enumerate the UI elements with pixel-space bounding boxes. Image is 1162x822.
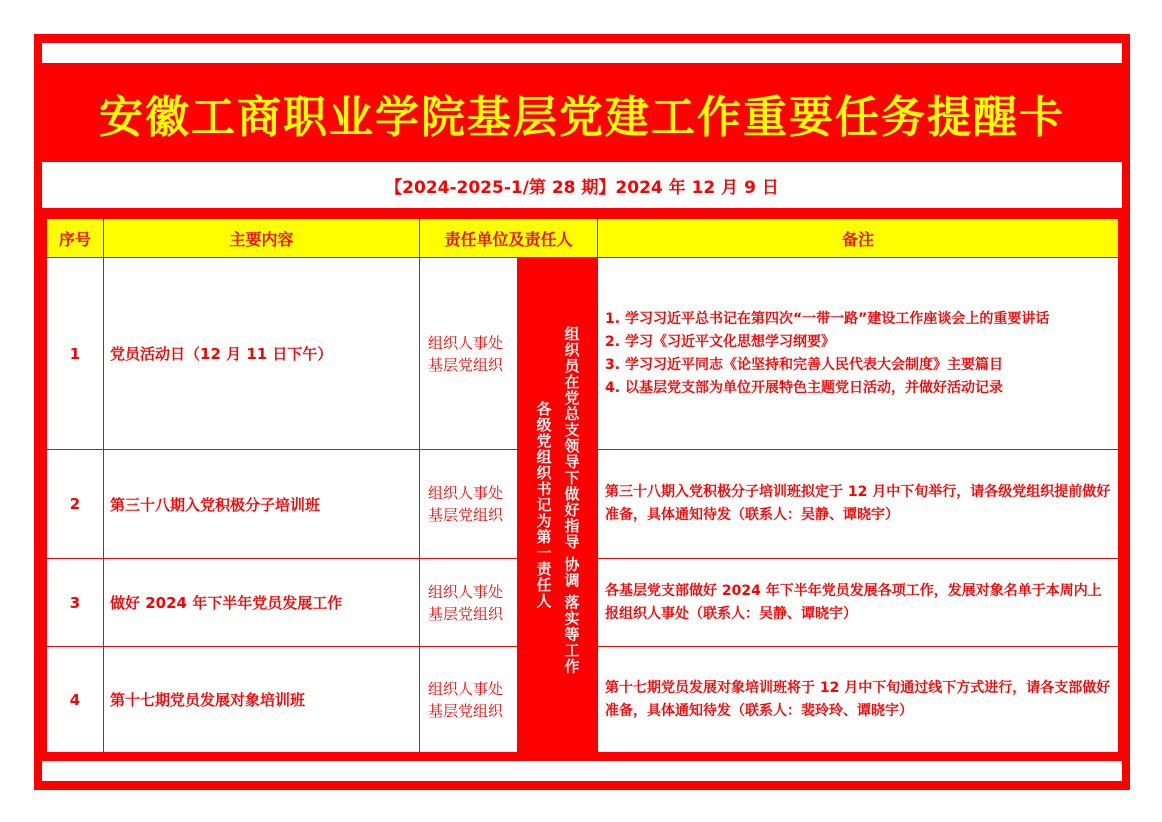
note-line: 各基层党支部做好 2024 年下半年党员发展各项工作，发展对象名单于本周内上报组织人事处（联系人：吴静、谭晓宇） xyxy=(605,582,1102,622)
row-content: 党员活动日（12 月 11 日下午） xyxy=(104,258,420,450)
unit-line: 基层党组织 xyxy=(428,355,504,374)
header-notes: 备注 xyxy=(598,219,1119,258)
note-line: 3. 学习习近平同志《论坚持和完善人民代表大会制度》主要篇目 xyxy=(605,356,1003,373)
row-content: 第十七期党员发展对象培训班 xyxy=(104,647,420,753)
member-responsibility-text: 组织员在党总支领导下做好指导 协调 落实等工作 xyxy=(562,325,581,675)
secretary-responsibility-text: 各级党组织书记为第一责任人 xyxy=(534,401,553,609)
unit-line: 组织人事处 xyxy=(428,582,504,601)
table-header-row xyxy=(47,219,1119,258)
table-row xyxy=(47,258,1119,450)
row-unit xyxy=(420,258,518,450)
row-unit xyxy=(420,450,518,559)
row-index: 4 xyxy=(47,647,104,753)
row-notes xyxy=(598,258,1119,450)
top-white-strip xyxy=(42,43,1122,63)
task-table xyxy=(46,218,1119,753)
unit-line: 组织人事处 xyxy=(428,484,504,502)
issue-bar xyxy=(42,162,1122,208)
note-line: 2. 学习《习近平文化思想学习纲要》 xyxy=(605,333,835,350)
row-index: 2 xyxy=(47,450,104,559)
unit-line: 组织人事处 xyxy=(428,333,504,352)
note-line: 4. 以基层党支部为单位开展特色主题党日活动，并做好活动记录 xyxy=(605,379,1003,396)
unit-line: 基层党组织 xyxy=(428,701,504,720)
row-notes xyxy=(598,559,1119,647)
row-notes xyxy=(598,647,1119,753)
bottom-white-strip xyxy=(42,761,1122,781)
note-line: 第三十八期入党积极分子培训班拟定于 12 月中下旬举行，请各级党组织提前做好准备，具体通知待发（联系人：吴静、谭晓宇） xyxy=(605,484,1111,523)
unit-line: 基层党组织 xyxy=(428,506,504,524)
header-index: 序号 xyxy=(47,219,104,258)
reminder-card xyxy=(34,34,1130,790)
row-unit xyxy=(420,559,518,647)
header-responsible: 责任单位及责任人 xyxy=(420,219,598,258)
row-index: 1 xyxy=(47,258,104,450)
row-index: 3 xyxy=(47,559,104,647)
row-content: 做好 2024 年下半年党员发展工作 xyxy=(104,559,420,647)
note-line: 第十七期党员发展对象培训班将于 12 月中下旬通过线下方式进行，请各支部做好准备，具体通知待发（联系人：裴玲玲、谭晓宇） xyxy=(605,679,1111,719)
unit-line: 基层党组织 xyxy=(428,604,504,623)
header-content: 主要内容 xyxy=(104,219,420,258)
title-band xyxy=(34,64,1130,162)
row-notes xyxy=(598,450,1119,559)
issue-text: 【2024-2025-1/第 28 期】2024 年 12 月 9 日 xyxy=(385,177,779,198)
row-unit xyxy=(420,647,518,753)
card-title: 安徽工商职业学院基层党建工作重要任务提醒卡 xyxy=(99,92,1065,143)
responsibility-column xyxy=(518,258,598,753)
row-content: 第三十八期入党积极分子培训班 xyxy=(104,450,420,559)
unit-line: 组织人事处 xyxy=(428,679,504,698)
note-line: 1. 学习习近平总书记在第四次“一带一路”建设工作座谈会上的重要讲话 xyxy=(605,310,1050,327)
